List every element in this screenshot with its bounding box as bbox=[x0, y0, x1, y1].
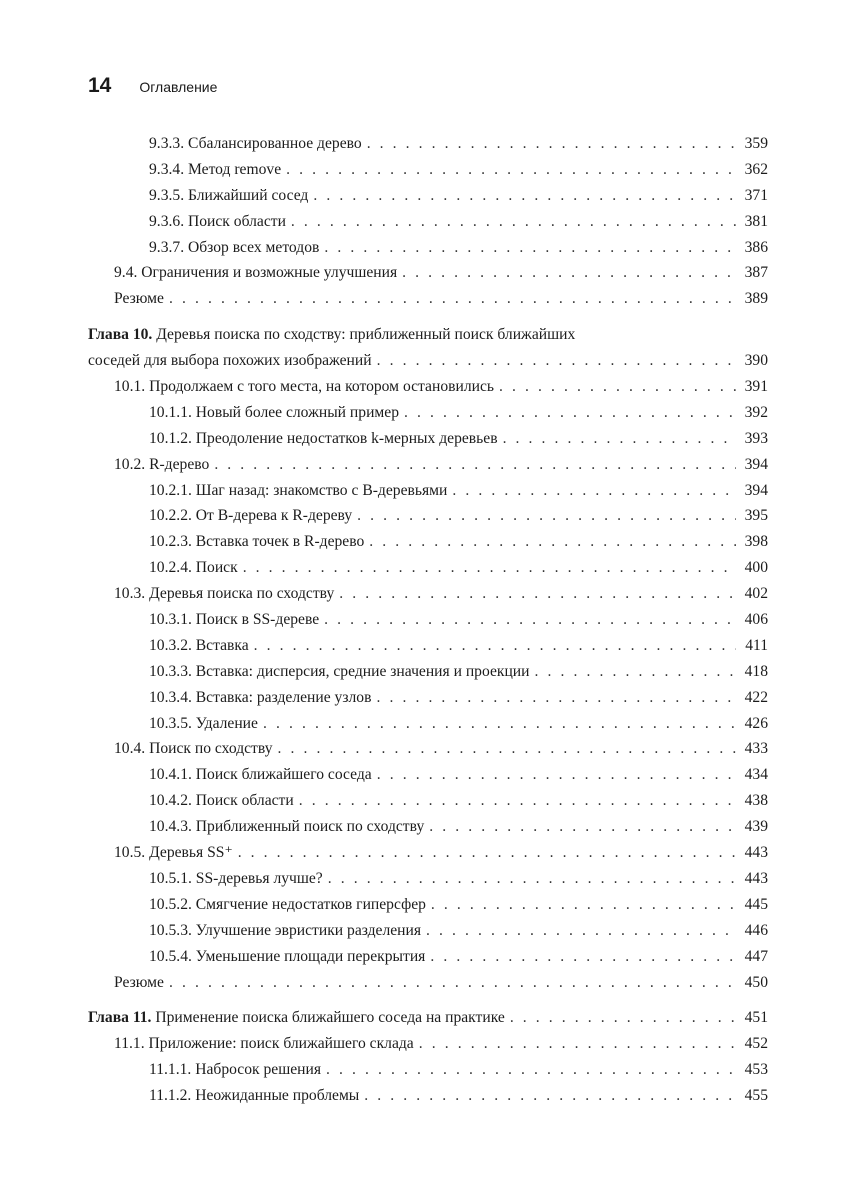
toc-entry[interactable] bbox=[88, 736, 768, 762]
toc-entry-page: 387 bbox=[744, 264, 768, 282]
toc-entry-label: 10.2.3. Вставка точек в R-дерево bbox=[149, 533, 365, 551]
toc-entry-label: 11.1.1. Набросок решения bbox=[149, 1061, 322, 1079]
dot-leader bbox=[286, 157, 736, 183]
toc-entry-label: 9.3.5. Ближайший сосед bbox=[149, 186, 309, 204]
chapter-gap bbox=[88, 312, 768, 322]
toc-entry-page: 391 bbox=[744, 378, 768, 396]
dot-leader bbox=[254, 633, 736, 659]
toc-entry-page: 394 bbox=[744, 481, 768, 499]
toc-entry[interactable] bbox=[88, 659, 768, 685]
toc-entry[interactable] bbox=[88, 452, 768, 478]
toc-entry[interactable] bbox=[88, 503, 768, 529]
dot-leader bbox=[238, 840, 736, 866]
dot-leader bbox=[299, 788, 736, 814]
toc-entry-label: 10.5.4. Уменьшение площади перекрытия bbox=[149, 947, 426, 965]
toc-entry-label: 10.4. Поиск по сходству bbox=[114, 740, 273, 758]
dot-leader bbox=[402, 260, 736, 286]
toc-entry-label: 9.4. Ограничения и возможные улучшения bbox=[114, 264, 398, 282]
toc-entry-page: 395 bbox=[744, 507, 768, 525]
dot-leader bbox=[426, 918, 736, 944]
toc-entry-label: 10.3. Деревья поиска по сходству bbox=[114, 585, 335, 603]
toc-entry-page: 450 bbox=[744, 973, 768, 991]
toc-entry-page: 386 bbox=[744, 238, 768, 256]
dot-leader bbox=[429, 814, 736, 840]
page-header bbox=[88, 74, 217, 98]
toc-entry-label: 11.1.2. Неожиданные проблемы bbox=[149, 1087, 360, 1105]
toc-entry[interactable] bbox=[88, 944, 768, 970]
toc-entry-label: 10.3.2. Вставка bbox=[149, 636, 249, 654]
toc-entry-label: 9.3.4. Метод remove bbox=[149, 160, 282, 178]
toc-entry[interactable] bbox=[88, 374, 768, 400]
dot-leader bbox=[369, 529, 736, 555]
dot-leader bbox=[339, 581, 736, 607]
table-of-contents bbox=[88, 131, 768, 1109]
toc-entry-page: 453 bbox=[744, 1061, 768, 1079]
dot-leader bbox=[243, 555, 736, 581]
toc-entry-page: 433 bbox=[744, 740, 768, 758]
toc-entry[interactable] bbox=[88, 426, 768, 452]
chapter-prefix: Глава 10. bbox=[88, 326, 153, 344]
toc-entry[interactable] bbox=[88, 762, 768, 788]
toc-entry[interactable] bbox=[88, 788, 768, 814]
dot-leader bbox=[503, 426, 736, 452]
dot-leader bbox=[452, 478, 736, 504]
toc-entry[interactable] bbox=[88, 633, 768, 659]
dot-leader bbox=[328, 866, 736, 892]
toc-entry-label: 10.5.3. Улучшение эвристики разделения bbox=[149, 921, 422, 939]
dot-leader bbox=[326, 1057, 736, 1083]
toc-entry-label: Резюме bbox=[114, 973, 164, 991]
chapter-prefix: Глава 11. bbox=[88, 1009, 152, 1027]
dot-leader bbox=[367, 131, 736, 157]
toc-entry-label: 10.1.2. Преодоление недостатков k-мерных деревьев bbox=[149, 429, 498, 447]
toc-entry-label: 10.4.3. Приближенный поиск по сходству bbox=[149, 818, 425, 836]
dot-leader bbox=[364, 1083, 736, 1109]
toc-entry[interactable] bbox=[88, 157, 768, 183]
toc-entry-label: 10.5.1. SS-деревья лучше? bbox=[149, 869, 323, 887]
toc-entry[interactable] bbox=[88, 235, 768, 261]
toc-entry-page: 451 bbox=[744, 1009, 768, 1027]
dot-leader bbox=[499, 374, 736, 400]
toc-entry[interactable] bbox=[88, 260, 768, 286]
toc-entry-label: 10.3.5. Удаление bbox=[149, 714, 258, 732]
toc-entry[interactable] bbox=[88, 1057, 768, 1083]
toc-entry[interactable] bbox=[88, 1031, 768, 1057]
dot-leader bbox=[419, 1031, 736, 1057]
toc-entry-label: 10.2.2. От B-дерева к R-дереву bbox=[149, 507, 353, 525]
dot-leader bbox=[377, 348, 736, 374]
toc-entry[interactable] bbox=[88, 209, 768, 235]
toc-entry[interactable] bbox=[88, 529, 768, 555]
dot-leader bbox=[313, 183, 736, 209]
toc-entry-label: 10.1. Продолжаем с того места, на котором остановились bbox=[114, 378, 494, 396]
toc-entry-page: 447 bbox=[744, 947, 768, 965]
toc-entry[interactable] bbox=[88, 400, 768, 426]
dot-leader bbox=[324, 607, 736, 633]
toc-entry-label: 10.5. Деревья SS⁺ bbox=[114, 844, 233, 862]
toc-entry-label: 10.4.1. Поиск ближайшего соседа bbox=[149, 766, 372, 784]
toc-entry-page: 446 bbox=[744, 921, 768, 939]
toc-entry[interactable] bbox=[88, 131, 768, 157]
toc-entry[interactable] bbox=[88, 918, 768, 944]
toc-entry-label: 11.1. Приложение: поиск ближайшего склада bbox=[114, 1035, 414, 1053]
toc-entry-page: 402 bbox=[744, 585, 768, 603]
toc-entry-label: 9.3.6. Поиск области bbox=[149, 212, 286, 230]
dot-leader bbox=[404, 400, 736, 426]
toc-entry-page: 455 bbox=[744, 1087, 768, 1105]
dot-leader bbox=[376, 685, 736, 711]
toc-entry-page: 389 bbox=[744, 290, 768, 308]
chapter-gap bbox=[88, 995, 768, 1005]
toc-entry[interactable] bbox=[88, 685, 768, 711]
toc-entry[interactable] bbox=[88, 840, 768, 866]
toc-entry-page: 439 bbox=[744, 818, 768, 836]
toc-entry-page: 394 bbox=[744, 455, 768, 473]
toc-entry[interactable] bbox=[88, 555, 768, 581]
toc-entry-page: 393 bbox=[744, 429, 768, 447]
toc-entry[interactable] bbox=[88, 1083, 768, 1109]
dot-leader bbox=[169, 286, 736, 312]
dot-leader bbox=[324, 235, 736, 261]
toc-entry-page: 381 bbox=[744, 212, 768, 230]
toc-entry-page: 390 bbox=[744, 352, 768, 370]
toc-entry-label: 9.3.7. Обзор всех методов bbox=[149, 238, 320, 256]
toc-entry-page: 392 bbox=[744, 403, 768, 421]
toc-entry-label: 10.2.1. Шаг назад: знакомство с B-деревьями bbox=[149, 481, 448, 499]
toc-entry-label: 10.4.2. Поиск области bbox=[149, 792, 294, 810]
dot-leader bbox=[291, 209, 736, 235]
toc-entry-page: 418 bbox=[744, 662, 768, 680]
toc-entry[interactable] bbox=[88, 892, 768, 918]
dot-leader bbox=[377, 762, 736, 788]
chapter-title-line: Деревья поиска по сходству: приближенный поиск ближайших bbox=[156, 326, 576, 344]
dot-leader bbox=[357, 503, 736, 529]
running-head: Оглавление bbox=[139, 79, 218, 95]
toc-entry-page: 422 bbox=[744, 688, 768, 706]
dot-leader bbox=[510, 1005, 736, 1031]
toc-entry-page: 411 bbox=[745, 636, 768, 654]
toc-entry[interactable] bbox=[88, 866, 768, 892]
toc-entry-label: Резюме bbox=[114, 290, 164, 308]
toc-entry-page: 359 bbox=[744, 135, 768, 152]
toc-entry-page: 406 bbox=[744, 611, 768, 629]
toc-entry-page: 434 bbox=[744, 766, 768, 784]
toc-entry[interactable] bbox=[88, 478, 768, 504]
toc-entry-label: 10.3.4. Вставка: разделение узлов bbox=[149, 688, 372, 706]
toc-entry[interactable] bbox=[88, 814, 768, 840]
toc-entry[interactable] bbox=[88, 970, 768, 996]
dot-leader bbox=[214, 452, 736, 478]
toc-entry-page: 452 bbox=[744, 1035, 768, 1053]
dot-leader bbox=[431, 892, 736, 918]
chapter-11-entry[interactable] bbox=[88, 1005, 768, 1031]
toc-entry-page: 362 bbox=[744, 160, 768, 178]
toc-entry-page: 426 bbox=[744, 714, 768, 732]
toc-entry-label: 10.3.1. Поиск в SS-дереве bbox=[149, 611, 320, 629]
toc-entry-page: 443 bbox=[744, 869, 768, 887]
toc-entry-page: 371 bbox=[744, 186, 768, 204]
toc-entry-label: 10.1.1. Новый более сложный пример bbox=[149, 403, 399, 421]
toc-entry[interactable] bbox=[88, 183, 768, 209]
dot-leader bbox=[169, 970, 736, 996]
toc-entry-page: 398 bbox=[744, 533, 768, 551]
toc-entry-label: 10.3.3. Вставка: дисперсия, средние значения и проекции bbox=[149, 662, 530, 680]
toc-entry-label: 10.2.4. Поиск bbox=[149, 559, 238, 577]
toc-entry[interactable] bbox=[88, 581, 768, 607]
toc-entry-page: 438 bbox=[744, 792, 768, 810]
dot-leader bbox=[263, 711, 736, 737]
page-number: 14 bbox=[88, 74, 112, 97]
toc-entry-label: 9.3.3. Сбалансированное дерево bbox=[149, 135, 362, 152]
toc-entry-label: 10.5.2. Смягчение недостатков гиперсфер bbox=[149, 895, 426, 913]
chapter-10-title[interactable] bbox=[88, 322, 768, 348]
chapter-10-entry[interactable] bbox=[88, 348, 768, 374]
dot-leader bbox=[430, 944, 736, 970]
chapter-11-title bbox=[88, 1005, 505, 1031]
toc-entry-page: 445 bbox=[744, 895, 768, 913]
chapter-title-line: Применение поиска ближайшего соседа на практике bbox=[155, 1009, 505, 1027]
toc-entry-page: 400 bbox=[744, 559, 768, 577]
dot-leader bbox=[535, 659, 737, 685]
toc-entry[interactable] bbox=[88, 711, 768, 737]
toc-entry-label: 10.2. R-дерево bbox=[114, 455, 210, 473]
dot-leader bbox=[278, 736, 737, 762]
toc-entry-page: 443 bbox=[744, 844, 768, 862]
toc-entry[interactable] bbox=[88, 607, 768, 633]
chapter-title-line: соседей для выбора похожих изображений bbox=[88, 352, 372, 370]
toc-entry[interactable] bbox=[88, 286, 768, 312]
